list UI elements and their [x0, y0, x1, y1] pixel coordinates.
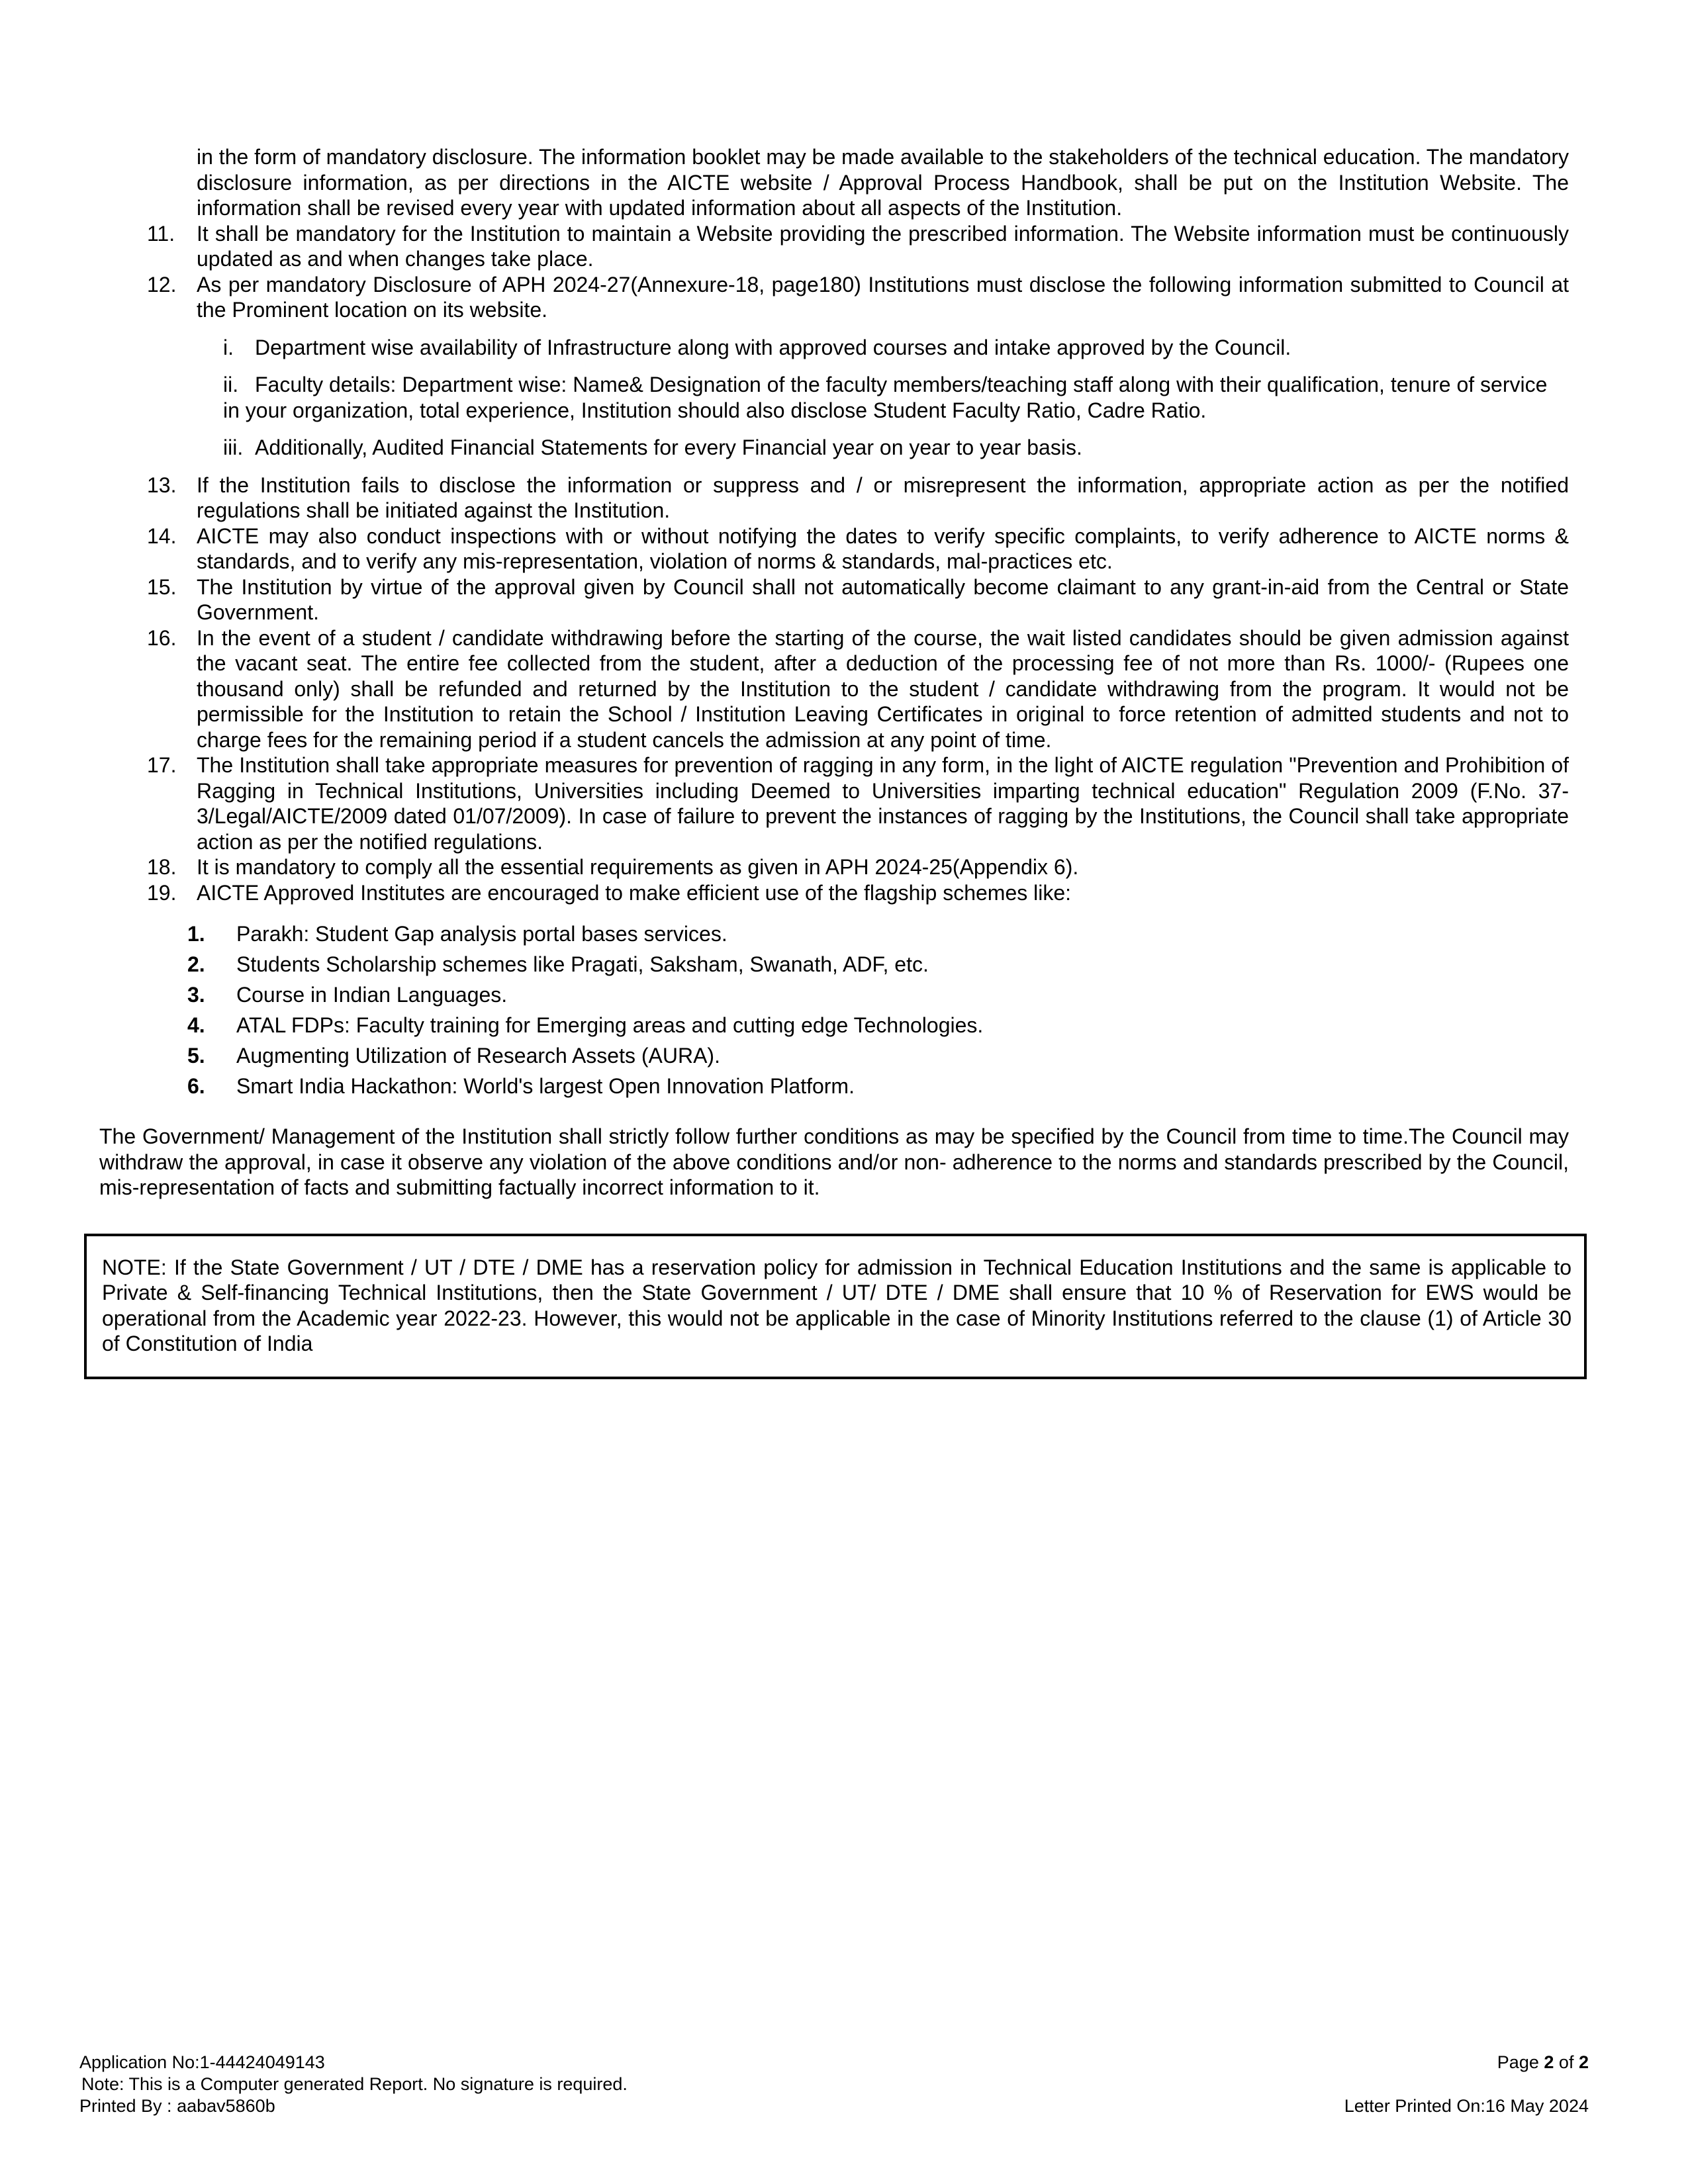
- clause-number: 17.: [147, 753, 177, 777]
- subitem-text: Faculty details: Department wise: Name& Designation of the faculty members/teaching staff along with their qualification, tenure of service in your organization, total experience, Institution should also disclose Student Faculty Ratio, Cadre Ratio.: [223, 373, 1548, 422]
- subitem-text: Department wise availability of Infrastructure along with approved courses and intake approved by the Council.: [255, 335, 1291, 359]
- clause-number: 12.: [147, 272, 177, 296]
- ews-note-text: NOTE: If the State Government / UT / DTE / DME has a reservation policy for admission in Technical Education Institutions and the same is applicable to Private & Self-financing Technical Institutions, then the State Government / UT/ DTE / DME shall ensure that 10 % of Reservation for EWS would be operational from the Academic year 2022-23. However, this would not be applicable in the case of Minority Institutions referred to the clause (1) of Article 30 of Constitution of India: [102, 1255, 1571, 1355]
- closing-paragraph: The Government/ Management of the Institution shall strictly follow further conditions as may be specified by the Council from time to time.The Council may withdraw the approval, in case it observe any violation of the above conditions and/or non- adherence to the norms and standards prescribed by the Council, mis-representation of facts and submitting factually incorrect information to it.: [99, 1124, 1569, 1199]
- page-label: Page: [1497, 2052, 1539, 2072]
- disclosure-subitem-iii: [223, 435, 1567, 461]
- ews-note-box: [84, 1234, 1587, 1379]
- scheme-text: Smart India Hackathon: World's largest Open Innovation Platform.: [236, 1074, 855, 1098]
- clause-number: 14.: [147, 523, 177, 548]
- disclosure-subitems: [223, 335, 1567, 461]
- clause-number: 11.: [147, 221, 175, 246]
- clause-14: [147, 523, 1569, 574]
- scheme-number: 2.: [187, 952, 205, 976]
- clause-12: [147, 272, 1569, 323]
- clause-text: AICTE Approved Institutes are encouraged to make efficient use of the flagship schemes like:: [197, 880, 1072, 905]
- clause-15: [147, 574, 1569, 625]
- clause-16: [147, 625, 1569, 753]
- scheme-number: 4.: [187, 1013, 205, 1037]
- scheme-number: 6.: [187, 1074, 205, 1098]
- clause-11: [147, 221, 1569, 272]
- scheme-number: 1.: [187, 922, 205, 946]
- scheme-number: 5.: [187, 1044, 205, 1068]
- scheme-text: Parakh: Student Gap analysis portal bases services.: [236, 922, 727, 946]
- scheme-item: [187, 1013, 1511, 1043]
- clause-text: If the Institution fails to disclose the information or suppress and / or misrepresent the information, appropriate action as per the notified regulations shall be initiated against the Institution.: [197, 473, 1569, 522]
- scheme-text: Students Scholarship schemes like Pragati, Saksham, Swanath, ADF, etc.: [236, 952, 929, 976]
- clause-text: The Institution by virtue of the approval given by Council shall not automatically become claimant to any grant-in-aid from the Central or State Government.: [197, 574, 1569, 624]
- page-of: of: [1558, 2052, 1574, 2072]
- clause-number: 19.: [147, 880, 177, 905]
- disclosure-subitem-i: [223, 335, 1567, 361]
- computer-generated-note: Note: This is a Computer generated Report. No signature is required.: [81, 2074, 628, 2094]
- clause-text: AICTE may also conduct inspections with or without notifying the dates to verify specific complaints, to verify adherence to AICTE norms & standards, and to verify any mis-representation, violation of norms & standards, mal-practices etc.: [197, 523, 1569, 573]
- clause-text: In the event of a student / candidate withdrawing before the starting of the course, the wait listed candidates should be given admission against the vacant seat. The entire fee collected from the student, after a deduction of the processing fee of not more than Rs. 1000/- (Rupees one thousand only) shall be refunded and returned by the Institution to the student / candidate withdrawing from the program. It would not be permissible for the Institution to retain the School / Institution Leaving Certificates in original to force retention of admitted students and not to charge fees for the remaining period if a student cancels the admission at any point of time.: [197, 625, 1569, 752]
- scheme-item: [187, 921, 1511, 952]
- clause-18: [147, 854, 1569, 880]
- schemes-list: [187, 921, 1511, 1104]
- scheme-text: Augmenting Utilization of Research Assets (AURA).: [236, 1044, 720, 1068]
- subitem-number: i.: [223, 335, 234, 359]
- page-indicator: [1497, 2052, 1589, 2073]
- printed-by: Printed By : aabav5860b: [79, 2096, 275, 2116]
- clause-number: 13.: [147, 473, 177, 497]
- clause-17: [147, 752, 1569, 854]
- application-number: Application No:1-44424049143: [79, 2052, 325, 2072]
- scheme-item: [187, 1043, 1511, 1073]
- scheme-number: 3.: [187, 983, 205, 1007]
- page-current: 2: [1544, 2052, 1554, 2072]
- clause-19: [147, 880, 1569, 906]
- letter-printed-on: Letter Printed On:16 May 2024: [1344, 2096, 1589, 2116]
- subitem-number: ii.: [223, 373, 239, 396]
- scheme-item: [187, 1073, 1511, 1104]
- disclosure-subitem-ii: [223, 372, 1567, 423]
- page-total: 2: [1578, 2052, 1589, 2072]
- scheme-text: Course in Indian Languages.: [236, 983, 508, 1007]
- clause-13: [147, 473, 1569, 523]
- clause-text: It is mandatory to comply all the essential requirements as given in APH 2024-25(Appendix 6).: [197, 855, 1079, 879]
- subitem-text: Additionally, Audited Financial Statements for every Financial year on year to year basis.: [255, 435, 1082, 459]
- subitem-number: iii.: [223, 435, 244, 459]
- footer-left: [79, 2052, 628, 2117]
- clause-text: It shall be mandatory for the Institution to maintain a Website providing the prescribed information. The Website information must be continuously updated as and when changes take place.: [197, 221, 1569, 271]
- scheme-item: [187, 982, 1511, 1013]
- clause-number: 15.: [147, 574, 177, 599]
- clause-number: 18.: [147, 855, 177, 879]
- scheme-text: ATAL FDPs: Faculty training for Emerging areas and cutting edge Technologies.: [236, 1013, 984, 1037]
- clause-text: The Institution shall take appropriate measures for prevention of ragging in any form, in the light of AICTE regulation "Prevention and Prohibition of Ragging in Technical Institutions, Universities including Deemed to Universities imparting technical education" Regulation 2009 (F.No. 37-3/Legal/AICTE/2009 dated 01/07/2009). In case of failure to prevent the instances of ragging by the Institutions, the Council shall take appropriate action as per the notified regulations.: [197, 753, 1569, 854]
- scheme-item: [187, 952, 1511, 982]
- clause-number: 16.: [147, 625, 177, 650]
- clause-text: As per mandatory Disclosure of APH 2024-27(Annexure-18, page180) Institutions must disclose the following information submitted to Council at the Prominent location on its website.: [197, 272, 1569, 322]
- continuation-text: in the form of mandatory disclosure. The information booklet may be made available to the stakeholders of the technical education. The mandatory disclosure information, as per directions in the AICTE website / Approval Process Handbook, shall be put on the Institution Website. The information shall be revised every year with updated information about all aspects of the Institution.: [197, 145, 1569, 220]
- document-body: [0, 144, 1688, 1379]
